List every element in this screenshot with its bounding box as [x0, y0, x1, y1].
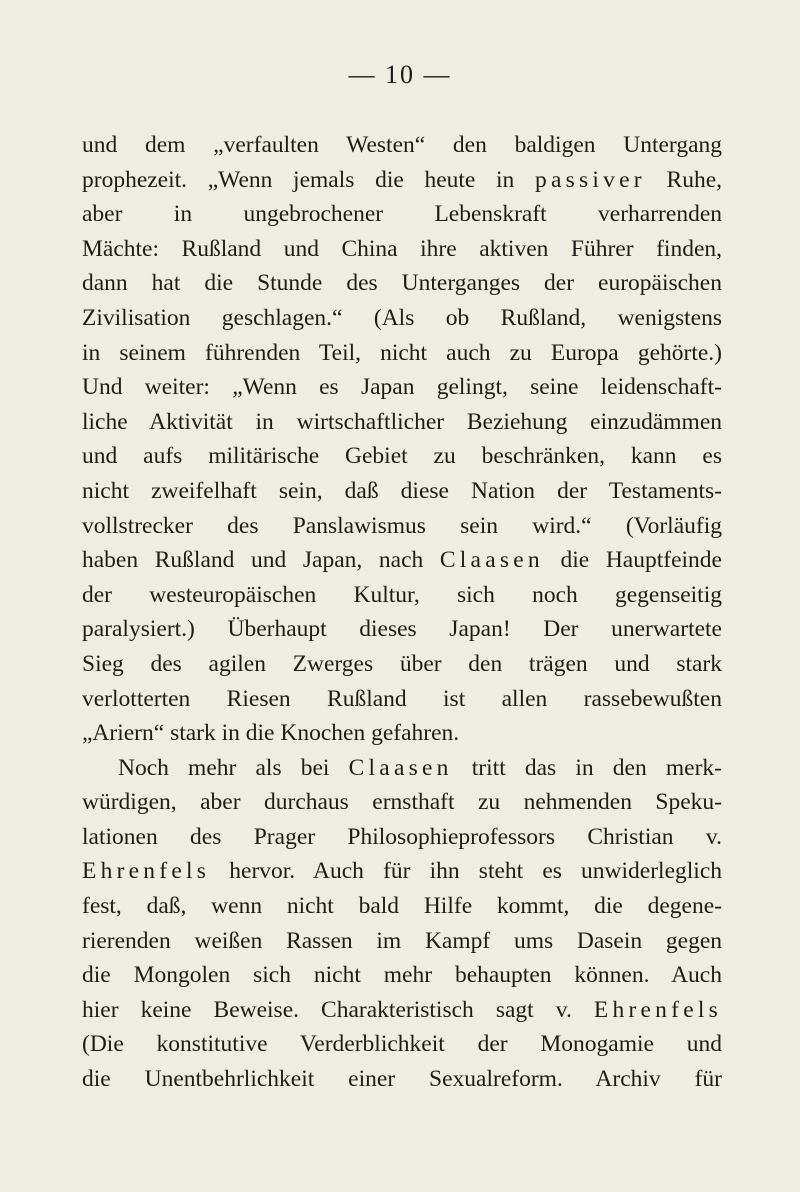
text-span: Noch mehr als bei	[118, 754, 349, 781]
text-span: in seinem führenden Teil, nicht auch zu Europa gehörte.)	[82, 339, 722, 366]
text-span: vollstrecker des Panslawismus sein wird.“ (Vorläufig	[82, 512, 722, 539]
text-line	[82, 197, 722, 232]
text-line	[82, 578, 722, 613]
text-span: hier keine Beweise. Charakteristisch sagt v.	[82, 996, 594, 1023]
text-span: Und weiter: „Wenn es Japan gelingt, seine leidenschaft-	[82, 374, 722, 401]
text-line	[82, 1027, 722, 1062]
text-line	[82, 751, 722, 786]
text-span: die Mongolen sich nicht mehr behaupten können. Auch	[82, 962, 722, 989]
text-line	[82, 543, 722, 578]
text-line	[82, 820, 722, 855]
spaced-emphasis: Ehrenfels	[82, 858, 211, 885]
text-span: nicht zweifelhaft sein, daß diese Nation der Testaments-	[82, 477, 722, 504]
text-span: prophezeit. „Wenn jemals die heute in	[82, 166, 535, 193]
text-line	[82, 1062, 722, 1097]
text-span: lationen des Prager Philosophieprofessors Christian v.	[82, 823, 722, 850]
text-line	[82, 924, 722, 959]
text-span: dann hat die Stunde des Unterganges der europäischen	[82, 270, 722, 297]
text-line	[82, 612, 722, 647]
text-line	[82, 854, 722, 889]
spaced-emphasis: Ehrenfels	[593, 996, 722, 1023]
text-line	[82, 370, 722, 405]
text-span: haben Rußland und Japan, nach	[82, 547, 440, 574]
text-line	[82, 509, 722, 544]
text-line	[82, 682, 722, 717]
text-line	[82, 405, 722, 440]
page-number: — 10 —	[348, 60, 452, 89]
text-span: (Die konstitutive Verderblichkeit der Monogamie und	[82, 1031, 722, 1058]
text-span: hervor. Auch für ihn steht es unwiderleglich	[210, 858, 722, 885]
text-span: aber in ungebrochener Lebenskraft verharrenden	[82, 201, 722, 228]
text-span: und aufs militärische Gebiet zu beschränken, kann es	[82, 443, 722, 470]
body-text	[82, 128, 722, 1097]
text-line	[82, 128, 722, 163]
text-span: „Ariern“ stark in die Knochen gefahren.	[82, 720, 460, 747]
text-span: liche Aktivität in wirtschaftlicher Beziehung einzudämmen	[82, 408, 722, 435]
text-line	[82, 716, 722, 751]
text-line	[82, 266, 722, 301]
text-line	[82, 336, 722, 371]
text-line	[82, 301, 722, 336]
text-line	[82, 958, 722, 993]
text-line	[82, 439, 722, 474]
text-span: der westeuropäischen Kultur, sich noch gegenseitig	[82, 581, 722, 608]
text-span: rierenden weißen Rassen im Kampf ums Dasein gegen	[82, 927, 722, 954]
text-span: und dem „verfaulten Westen“ den baldigen Untergang	[82, 132, 722, 158]
text-span: paralysiert.) Überhaupt dieses Japan! Der unerwartete	[82, 616, 722, 643]
spaced-emphasis: passiver	[534, 166, 646, 193]
text-line	[82, 647, 722, 682]
spaced-emphasis: Claasen	[348, 754, 453, 781]
spaced-emphasis: Claasen	[439, 547, 544, 574]
text-span: verlotterten Riesen Rußland ist allen rassebewußten	[82, 685, 722, 712]
text-span: Ruhe,	[645, 166, 722, 193]
text-line	[82, 889, 722, 924]
text-span: tritt das in den merk-	[452, 754, 722, 781]
text-span: Mächte: Rußland und China ihre aktiven Führer finden,	[82, 235, 722, 262]
text-span: Zivilisation geschlagen.“ (Als ob Rußland, wenigstens	[82, 304, 722, 331]
text-span: die Unentbehrlichkeit einer Sexualreform. Archiv für	[82, 1066, 722, 1093]
text-line	[82, 163, 722, 198]
text-span: fest, daß, wenn nicht bald Hilfe kommt, die degene-	[82, 893, 722, 920]
text-line	[82, 993, 722, 1028]
text-span: die Hauptfeinde	[543, 547, 722, 574]
text-line	[82, 785, 722, 820]
text-span: Sieg des agilen Zwerges über den trägen und stark	[82, 650, 722, 677]
text-line	[82, 474, 722, 509]
text-span: würdigen, aber durchaus ernsthaft zu nehmenden Speku-	[82, 789, 722, 816]
text-line	[82, 232, 722, 267]
